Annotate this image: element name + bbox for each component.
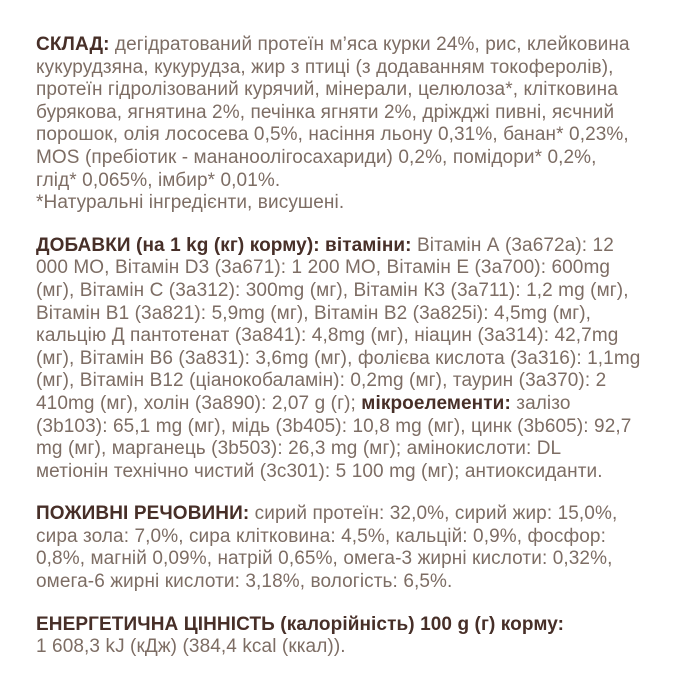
text-line	[36, 461, 670, 484]
text-line	[36, 571, 670, 594]
text-line	[36, 636, 670, 659]
body-text: mg (мг), марганець (3b503): 26,3 mg (мг); амінокислоти: DL	[36, 438, 562, 460]
body-text: глід* 0,065%, імбир* 0,01%.	[36, 169, 281, 191]
text-line	[36, 147, 670, 170]
text-line	[36, 57, 670, 80]
body-text: сира зола: 7,0%, сира клітковина: 4,5%, кальцій: 0,9%, фосфор:	[36, 525, 606, 547]
text-line	[36, 548, 670, 571]
body-text: метіонін технічно чистий (3c301): 5 100 mg (мг); антиоксиданти.	[36, 460, 603, 482]
text-line	[36, 235, 670, 258]
text-line	[36, 370, 670, 393]
bold-label-text: мікроелементи:	[361, 392, 511, 414]
text-line	[36, 34, 670, 57]
text-line	[36, 348, 670, 371]
bold-label-text: ЕНЕРГЕТИЧНА ЦІННІСТЬ (калорійність) 100 g (г) корму:	[36, 613, 565, 635]
text-line	[36, 438, 670, 461]
text-line	[36, 192, 670, 215]
section-nutrients	[36, 503, 670, 593]
body-text: кукурудзяна, кукурудза, жир з птиці (з додаванням токоферолів),	[36, 56, 614, 78]
body-text: 000 МО, Вітамін D3 (3a671): 1 200 МО, Вітамін Е (3a700): 600mg	[36, 257, 611, 279]
body-text: (3b103): 65,1 mg (мг), мідь (3b405): 10,8 mg (мг), цинк (3b605): 92,7	[36, 415, 632, 437]
text-line	[36, 393, 670, 416]
text-line	[36, 257, 670, 280]
section-energy	[36, 614, 670, 659]
bold-label-text: СКЛАД:	[36, 34, 110, 55]
body-text: 0,8%, магній 0,09%, натрій 0,65%, омега-3 жирні кислоти: 0,32%,	[36, 548, 613, 570]
body-text: (мг), Вітамін С (3a312): 300mg (мг), Вітамін К3 (3a711): 1,2 mg (мг),	[36, 279, 629, 301]
body-text: Вітамін В1 (3a821): 5,9mg (мг), Вітамін В2 (3a825i): 4,5mg (мг),	[36, 302, 592, 324]
text-line	[36, 303, 670, 326]
section-additives	[36, 235, 670, 484]
text-line	[36, 280, 670, 303]
text-line	[36, 526, 670, 549]
body-text: кальцію Д пантотенат (3a841): 4,8mg (мг), ніацин (3a314): 42,7mg	[36, 325, 619, 347]
bold-label-text: ДОБАВКИ (на 1 kg (кг) корму): вітаміни:	[36, 234, 412, 256]
body-text: MOS (пребіотик - мананоолігосахариди) 0,2%, помідори* 0,2%,	[36, 146, 597, 168]
body-text: дегідратований протеїн м’яса курки 24%, рис, клейковина	[109, 34, 630, 55]
body-text: порошок, олія лососева 0,5%, насіння льону 0,31%, банан* 0,23%,	[36, 124, 629, 146]
text-line	[36, 170, 670, 193]
text-line	[36, 79, 670, 102]
section-composition	[36, 34, 670, 215]
body-text: Вітамін А (3a672a): 12	[411, 234, 614, 256]
body-text: залізо	[510, 392, 571, 414]
text-line	[36, 325, 670, 348]
text-line	[36, 614, 670, 637]
body-text: 1 608,3 kJ (кДж) (384,4 kcal (ккал)).	[36, 636, 346, 658]
body-text: (мг), Вітамін В6 (3a831): 3,6mg (мг), фолієва кислота (3a316): 1,1mg	[36, 347, 641, 369]
body-text: протеїн гідролізований курячий, мінерали, целюлоза*, клітковина	[36, 79, 618, 101]
text-line	[36, 124, 670, 147]
bold-label-text: ПОЖИВНІ РЕЧОВИНИ:	[36, 503, 250, 525]
body-text: бурякова, ягнятина 2%, печінка ягняти 2%, дріжджі пивні, яєчний	[36, 101, 615, 123]
text-line	[36, 503, 670, 526]
body-text: 410mg (мг), холін (3a890): 2,07 g (г);	[36, 392, 362, 414]
body-text: (мг), Вітамін В12 (ціанокобаламін): 0,2mg (мг), таурин (3a370): 2	[36, 370, 607, 392]
body-text: сирий протеїн: 32,0%, сирий жир: 15,0%,	[249, 503, 618, 525]
body-text: омега-6 жирні кислоти: 3,18%, вологість: 6,5%.	[36, 571, 453, 593]
body-text: *Натуральні інгредієнти, висушені.	[36, 192, 345, 214]
text-line	[36, 102, 670, 125]
text-line	[36, 416, 670, 439]
